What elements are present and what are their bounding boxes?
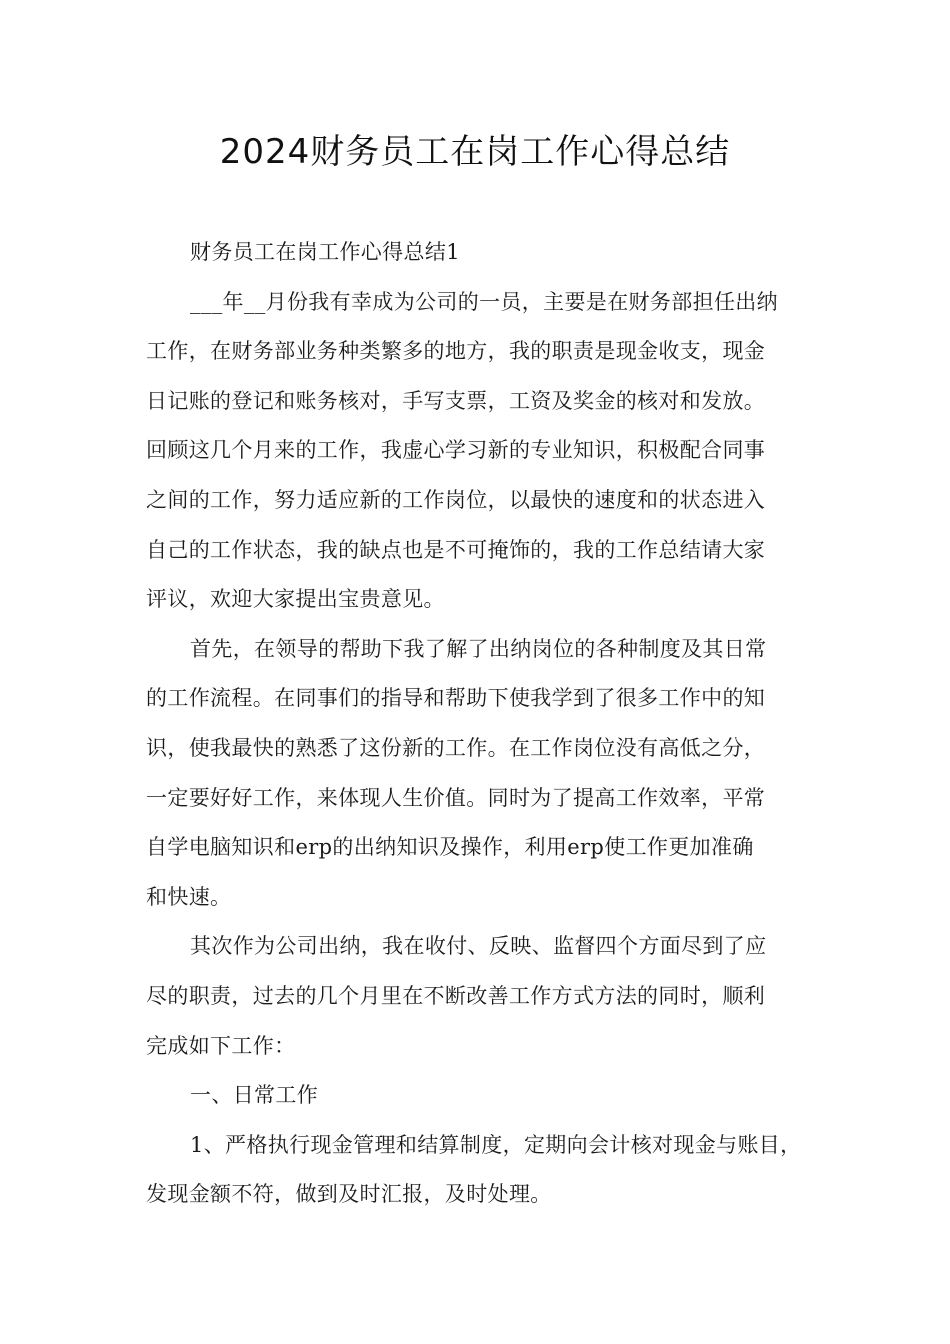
text-line: 财务员工在岗工作心得总结1 <box>190 240 460 264</box>
document-body <box>146 228 816 1220</box>
text-line: 首先，在领导的帮助下我了解了出纳岗位的各种制度及其日常 <box>190 636 767 661</box>
text-line: 1、严格执行现金管理和结算制度，定期向会计核对现金与账目， <box>190 1132 802 1157</box>
text-line: 尽的职责，过去的几个月里在不断改善工作方式方法的同时，顺利 <box>146 983 766 1008</box>
text-line: 发现金额不符，做到及时汇报，及时处理。 <box>146 1182 552 1207</box>
paragraph-section-heading <box>146 228 816 278</box>
text-line: 和快速。 <box>146 884 232 909</box>
text-line: 一定要好好工作，来体现人生价值。同时为了提高工作效率，平常 <box>146 785 766 810</box>
paragraph-daily-work-heading <box>146 1071 816 1121</box>
text-line: 自学电脑知识和erp的出纳知识及操作，利用erp使工作更加准确 <box>146 835 754 860</box>
text-line: 评议，欢迎大家提出宝贵意见。 <box>146 587 445 612</box>
text-line: 之间的工作，努力适应新的工作岗位，以最快的速度和的状态进入 <box>146 487 766 512</box>
text-line: 自己的工作状态，我的缺点也是不可掩饰的，我的工作总结请大家 <box>146 537 766 562</box>
document-title: 2024财务员工在岗工作心得总结 <box>219 132 731 172</box>
paragraph-item-1 <box>146 1121 816 1220</box>
text-line: 日记账的登记和账务核对，手写支票，工资及奖金的核对和发放。 <box>146 388 766 413</box>
text-line: 工作，在财务部业务种类繁多的地方，我的职责是现金收支，现金 <box>146 339 766 364</box>
text-line: 其次作为公司出纳，我在收付、反映、监督四个方面尽到了应 <box>190 934 767 959</box>
paragraph-first <box>146 625 816 923</box>
text-line: ___年__月份我有幸成为公司的一员，主要是在财务部担任出纳 <box>190 289 778 314</box>
text-line: 一、日常工作 <box>190 1083 319 1108</box>
text-line: 完成如下工作： <box>146 1033 296 1058</box>
paragraph-intro <box>146 278 816 625</box>
paragraph-second <box>146 922 816 1071</box>
text-line: 识，使我最快的熟悉了这份新的工作。在工作岗位没有高低之分， <box>146 735 766 760</box>
text-line: 的工作流程。在同事们的指导和帮助下使我学到了很多工作中的知 <box>146 686 766 711</box>
text-line: 回顾这几个月来的工作，我虚心学习新的专业知识，积极配合同事 <box>146 438 766 463</box>
